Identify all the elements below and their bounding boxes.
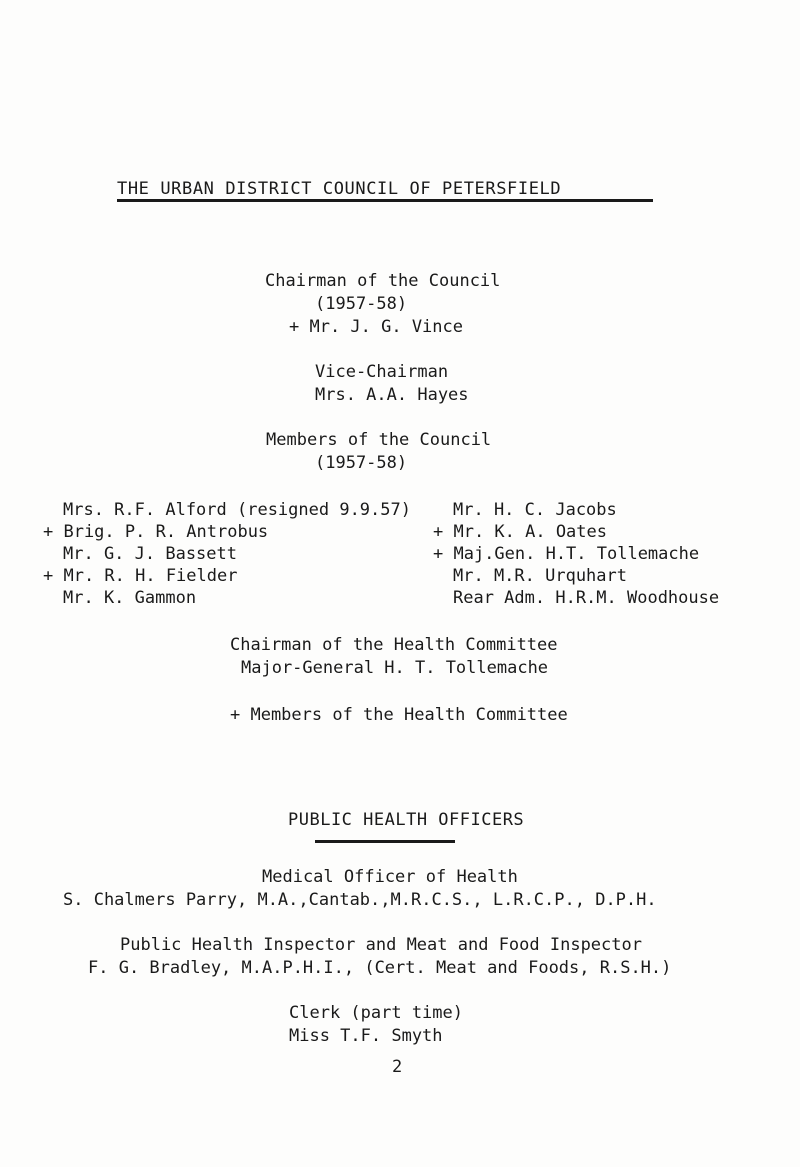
member-left-4: + Mr. R. H. Fielder (43, 566, 238, 586)
member-right-1: Mr. H. C. Jacobs (453, 500, 617, 520)
health-committee-note: + Members of the Health Committee (230, 705, 568, 725)
page-number: 2 (392, 1057, 403, 1077)
member-right-5: Rear Adm. H.R.M. Woodhouse (453, 588, 720, 608)
member-left-5: Mr. K. Gammon (63, 588, 197, 608)
medical-officer-name: S. Chalmers Parry, M.A.,Cantab.,M.R.C.S., L.R.C.P., D.P.H. (63, 890, 657, 910)
member-right-2: + Mr. K. A. Oates (433, 522, 607, 542)
member-left-2: + Brig. P. R. Antrobus (43, 522, 269, 542)
member-left-1: Mrs. R.F. Alford (resigned 9.9.57) (63, 500, 411, 520)
clerk-name: Miss T.F. Smyth (289, 1026, 443, 1046)
chairman-years: (1957-58) (315, 294, 408, 314)
members-years: (1957-58) (315, 453, 408, 473)
clerk-title: Clerk (part time) (289, 1003, 463, 1023)
title-underline (117, 199, 653, 202)
document-title: THE URBAN DISTRICT COUNCIL OF PETERSFIELD (117, 179, 562, 199)
member-right-3: + Maj.Gen. H.T. Tollemache (433, 544, 700, 564)
inspector-title: Public Health Inspector and Meat and Food Inspector (120, 935, 642, 955)
medical-officer-title: Medical Officer of Health (262, 867, 518, 887)
officers-underline (315, 840, 455, 843)
vice-chairman-heading: Vice-Chairman (315, 362, 449, 382)
health-committee-heading: Chairman of the Health Committee (230, 635, 558, 655)
health-committee-chair: Major-General H. T. Tollemache (241, 658, 549, 678)
member-right-4: Mr. M.R. Urquhart (453, 566, 627, 586)
chairman-heading: Chairman of the Council (265, 271, 501, 291)
members-heading: Members of the Council (266, 430, 492, 450)
chairman-name: + Mr. J. G. Vince (289, 317, 463, 337)
inspector-name: F. G. Bradley, M.A.P.H.I., (Cert. Meat and Foods, R.S.H.) (88, 958, 672, 978)
vice-chairman-name: Mrs. A.A. Hayes (315, 385, 469, 405)
member-left-3: Mr. G. J. Bassett (63, 544, 237, 564)
officers-heading: PUBLIC HEALTH OFFICERS (288, 810, 525, 830)
